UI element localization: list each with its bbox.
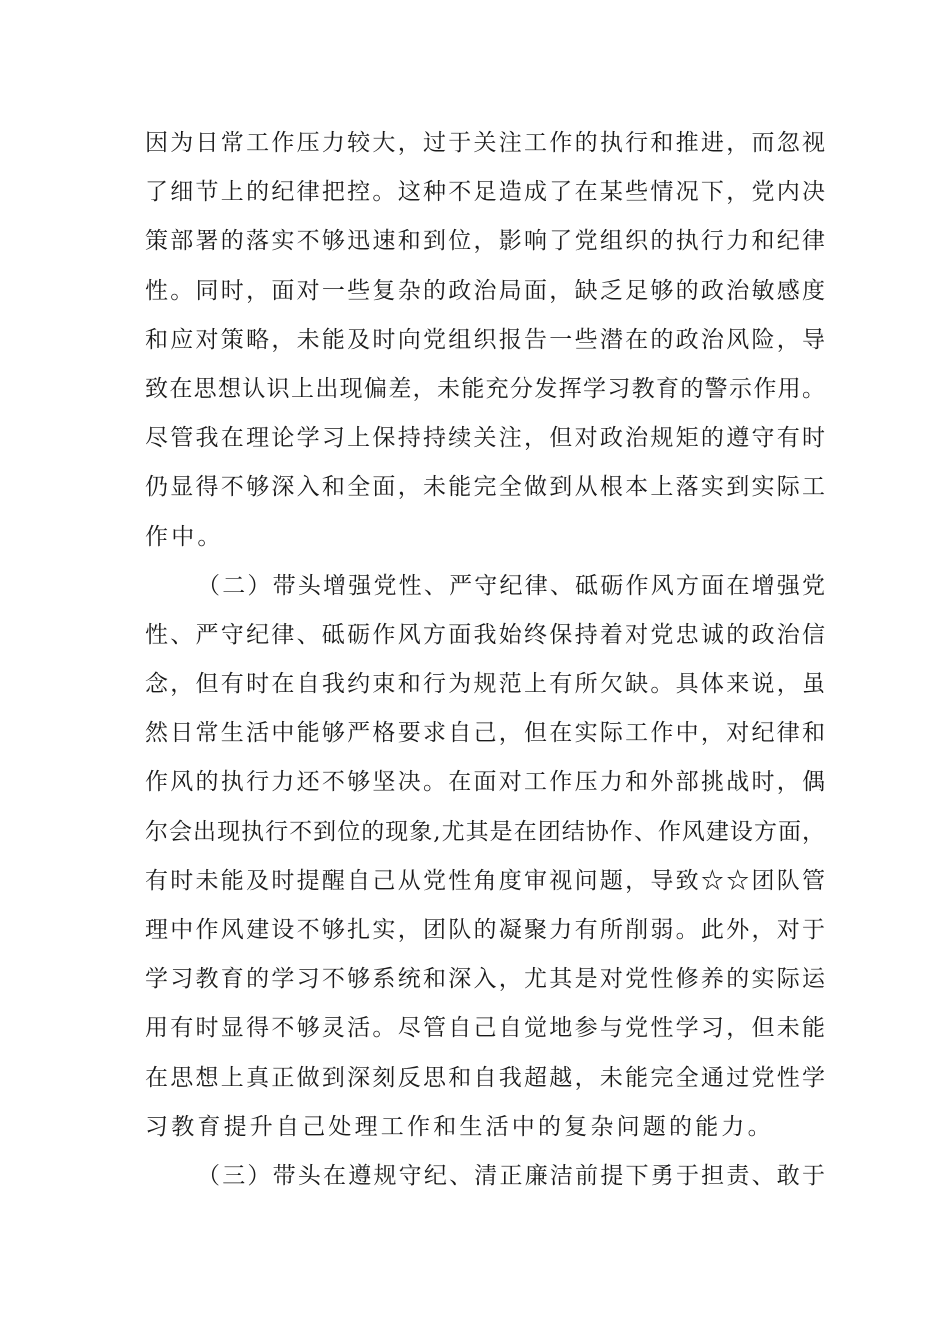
text-line: 因为日常工作压力较大，过于关注工作的执行和推进，而忽视 xyxy=(145,130,825,156)
body-text xyxy=(145,119,825,1201)
text-line: 用有时显得不够灵活。尽管自己自觉地参与党性学习，但未能 xyxy=(145,1015,825,1042)
text-line: 尽管我在理论学习上保持持续关注，但对政治规矩的遵守有时 xyxy=(145,425,825,452)
text-line: 作中。 xyxy=(145,523,224,550)
text-line: 在思想上真正做到深刻反思和自我超越，未能完全通过党性学 xyxy=(145,1064,825,1091)
text-line: 策部署的落实不够迅速和到位，影响了党组织的执行力和纪律 xyxy=(145,228,825,255)
section-heading-3: （三）带头在遵规守纪、清正廉洁前提下勇于担责、敢于 xyxy=(197,1162,825,1189)
text-line: 性、严守纪律、砥砺作风方面我始终保持着对党忠诚的政治信 xyxy=(145,621,825,648)
text-line: 尔会出现执行不到位的现象,尤其是在团结协作、作风建设方面， xyxy=(145,818,825,845)
text-line: 理中作风建设不够扎实，团队的凝聚力有所削弱。此外，对于 xyxy=(145,917,825,943)
text-line: 和应对策略，未能及时向党组织报告一些潜在的政治风险，导 xyxy=(145,326,825,353)
text-line: 习教育提升自己处理工作和生活中的复杂问题的能力。 xyxy=(145,1113,774,1140)
text-line: 作风的执行力还不够坚决。在面对工作压力和外部挑战时，偶 xyxy=(145,769,825,796)
text-line: 了细节上的纪律把控。这种不足造成了在某些情况下，党内决 xyxy=(145,179,825,206)
text-line: 然日常生活中能够严格要求自己，但在实际工作中，对纪律和 xyxy=(145,720,825,747)
text-line: 念，但有时在自我约束和行为规范上有所欠缺。具体来说，虽 xyxy=(145,671,825,698)
text-line: 有时未能及时提醒自己从党性角度审视问题，导致☆☆团队管 xyxy=(145,867,825,894)
section-heading-2: （二）带头增强党性、严守纪律、砥砺作风方面在增强党 xyxy=(197,572,825,599)
text-line: 性。同时，面对一些复杂的政治局面，缺乏足够的政治敏感度 xyxy=(145,277,825,304)
text-line: 致在思想认识上出现偏差，未能充分发挥学习教育的警示作用。 xyxy=(145,375,825,402)
text-line: 学习教育的学习不够系统和深入，尤其是对党性修养的实际运 xyxy=(145,966,825,993)
text-line: 仍显得不够深入和全面，未能完全做到从根本上落实到实际工 xyxy=(145,474,825,501)
